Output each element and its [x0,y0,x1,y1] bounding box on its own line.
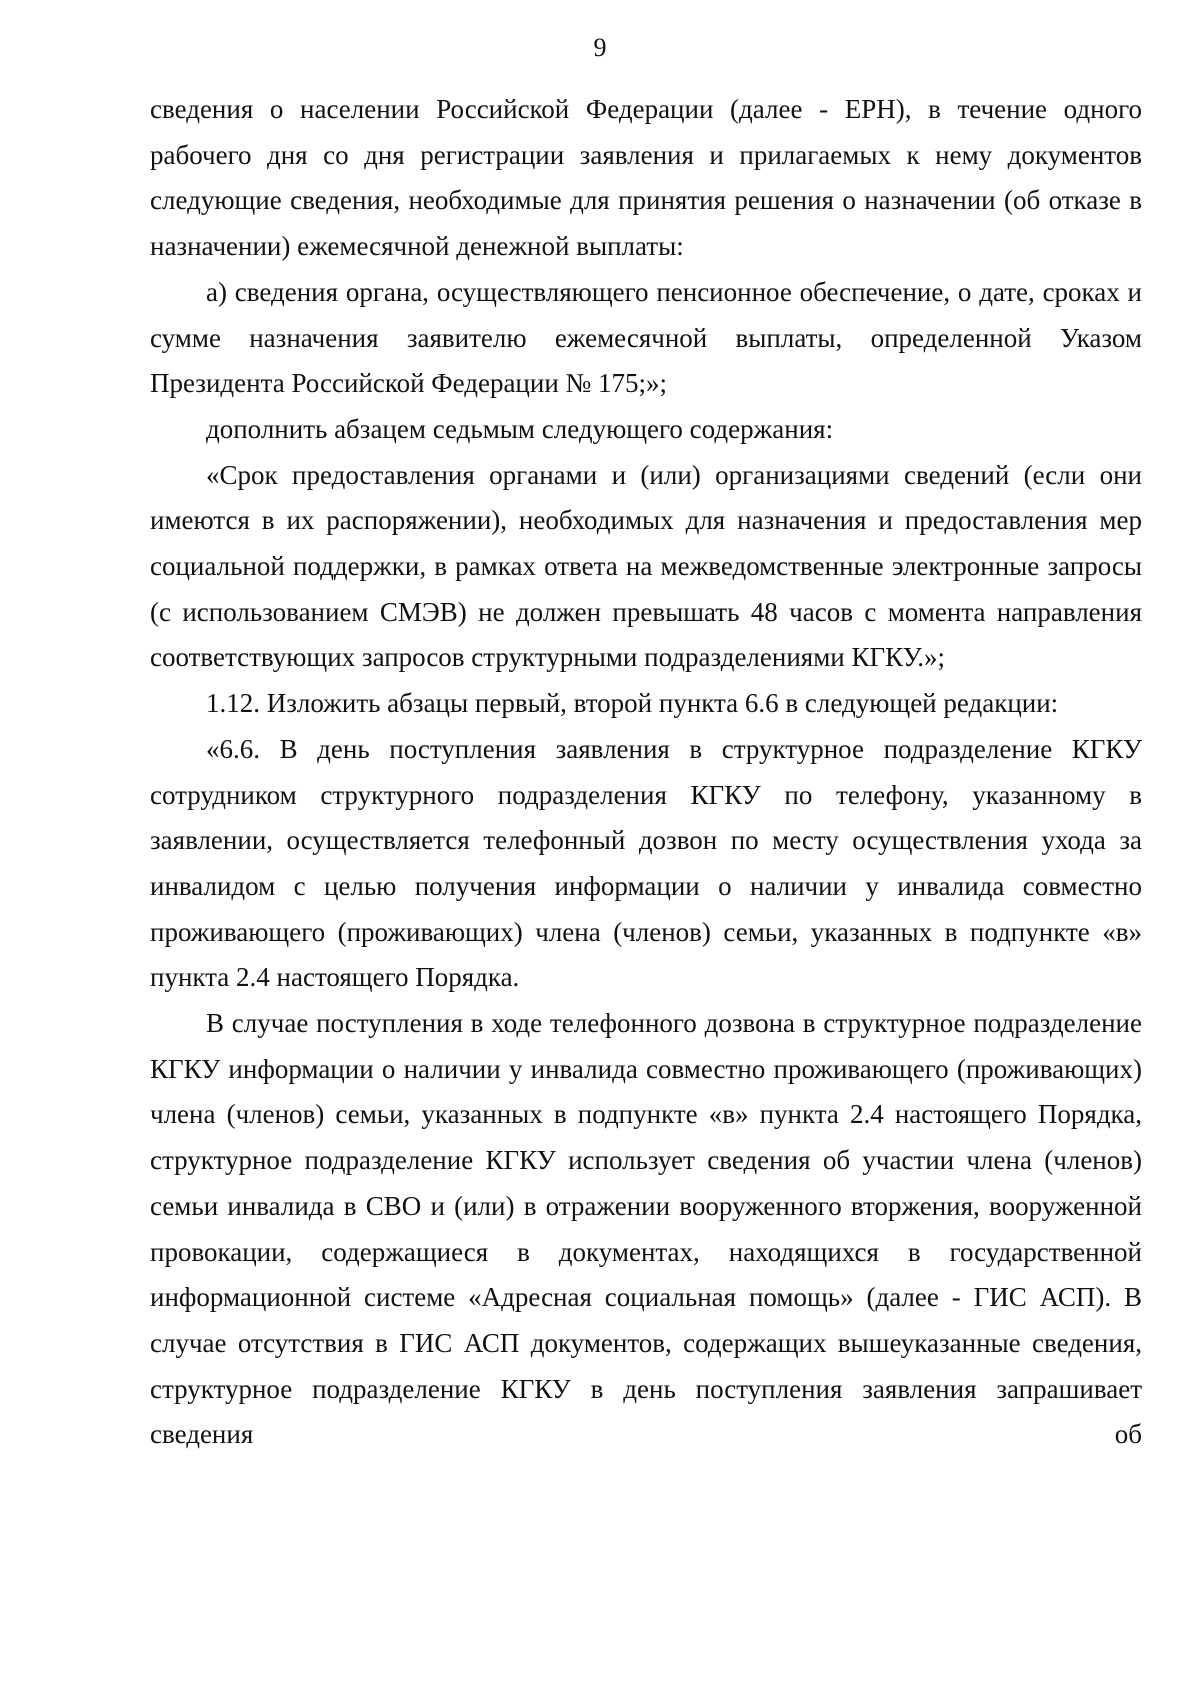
paragraph: дополнить абзацем седьмым следующего содержания: [206,413,834,444]
paragraph: «6.6. В день поступления заявления в структурное подразделение КГКУ сотрудником структурного подразделения КГКУ по телефону, указанному в заявлении, осуществляется телефонный дозвон по месту осуществления ухода за инвалидом с целью получения информации о наличии у инвалида совместно проживающего (проживающих) члена (членов) семьи, указанных в подпункте «в» пункта 2.4 настоящего Порядка. [150,733,1142,993]
page-number: 9 [593,33,607,62]
paragraph: сведения о населении Российской Федерации (далее - ЕРН), в течение одного рабочего дня со дня регистрации заявления и прилагаемых к нему документов следующие сведения, необходимые для принятия решения о назначении (об отказе в назначении) ежемесячной денежной выплаты: [150,94,1142,262]
paragraph: «Срок предоставления органами и (или) организациями сведений (если они имеются в их распоряжении), необходимых для назначения и предоставления мер социальной поддержки, в рамках ответа на межведомственные электронные запросы (с использованием СМЭВ) не должен превышать 48 часов с момента направления соответствующих запросов структурными подразделениями КГКУ.»; [150,459,1142,673]
paragraph: а) сведения органа, осуществляющего пенсионное обеспечение, о дате, сроках и сумме назначения заявителю ежемесячной выплаты, определенной Указом Президента Российской Федерации № 175;»; [150,276,1142,399]
document-body [150,87,1142,1458]
paragraph: В случае поступления в ходе телефонного дозвона в структурное подразделение КГКУ информации о наличии у инвалида совместно проживающего (проживающих) члена (членов) семьи, указанных в подпункте «в» пункта 2.4 настоящего Порядка, структурное подразделение КГКУ использует сведения об участии члена (членов) семьи инвалида в СВО и (или) в отражении вооруженного вторжения, вооруженной провокации, содержащиеся в документах, находящихся в государственной информационной системе «Адресная социальная помощь» (далее - ГИС АСП). В случае отсутствия в ГИС АСП документов, содержащих вышеуказанные сведения, структурное подразделение КГКУ в день поступления заявления запрашивает сведения об [150,1008,1142,1450]
paragraph: 1.12. Изложить абзацы первый, второй пункта 6.6 в следующей редакции: [206,688,1059,719]
